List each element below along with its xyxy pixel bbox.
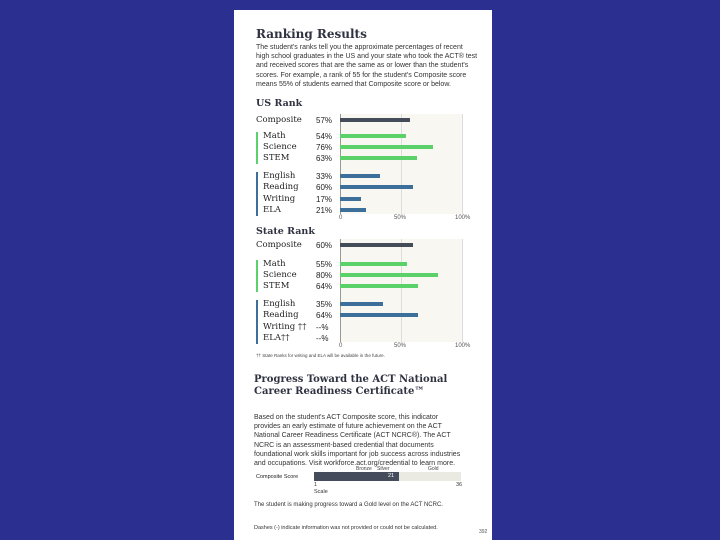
subject-label: STEM bbox=[263, 153, 290, 163]
rank-bar bbox=[340, 302, 383, 306]
score-fill-bar bbox=[314, 472, 399, 481]
subject-label: STEM bbox=[263, 281, 290, 291]
subject-label: Composite bbox=[256, 240, 302, 250]
rank-percent: 76% bbox=[316, 143, 333, 152]
ncrc-line: and occupations. Visit workforce.act.org/credential to learn more. bbox=[254, 460, 456, 468]
scale-max-label: 36 bbox=[456, 482, 463, 488]
rank-bar bbox=[340, 313, 418, 317]
subject-label: Writing †† bbox=[263, 322, 307, 332]
rank-percent: --% bbox=[316, 334, 329, 343]
rank-section-title: US Rank bbox=[256, 98, 303, 109]
ncrc-title-line: Career Readiness Certificate™ bbox=[254, 386, 425, 397]
rank-percent: 17% bbox=[316, 195, 333, 204]
rank-bar bbox=[340, 174, 380, 178]
subject-label: Science bbox=[263, 142, 297, 152]
rank-percent: 64% bbox=[316, 311, 333, 320]
rank-percent: 21% bbox=[316, 206, 333, 215]
axis-tick-label: 100% bbox=[455, 215, 471, 221]
axis-tick-label: 0 bbox=[339, 215, 343, 221]
state-rank-footnote: †† State Ranks for writing and ELA will be available in the future. bbox=[256, 353, 385, 358]
scale-min-label: 1 bbox=[314, 482, 318, 488]
rank-row bbox=[256, 194, 484, 205]
intro-line: and received scores that are the same as or lower than the student's bbox=[256, 62, 469, 70]
rank-bar bbox=[340, 208, 366, 212]
rank-percent: 54% bbox=[316, 132, 333, 141]
rank-percent: 60% bbox=[316, 241, 333, 250]
axis-tick-label: 100% bbox=[455, 343, 471, 349]
rank-bar bbox=[340, 156, 417, 160]
rank-percent: --% bbox=[316, 323, 329, 332]
ncrc-description bbox=[254, 413, 486, 468]
ncrc-title bbox=[254, 374, 447, 398]
rank-bar bbox=[340, 284, 418, 288]
composite-score-value: 21 bbox=[388, 473, 395, 479]
subject-label: English bbox=[263, 171, 296, 181]
rank-percent: 60% bbox=[316, 183, 333, 192]
ncrc-line: National Career Readiness Certificate (ACT NCRC®). The ACT bbox=[254, 432, 451, 440]
level-gold-label: Gold bbox=[428, 466, 439, 472]
composite-score-label: Composite Score bbox=[256, 474, 299, 480]
subject-label: ELA bbox=[263, 205, 281, 215]
axis-tick-label: 50% bbox=[394, 343, 407, 349]
intro-line: high school graduates in the US and your state who took the ACT® test bbox=[256, 53, 478, 61]
rank-percent: 55% bbox=[316, 260, 333, 269]
score-report-page bbox=[234, 10, 492, 540]
rank-bar bbox=[340, 197, 361, 201]
scale-label: Scale bbox=[314, 489, 328, 495]
subject-label: Math bbox=[263, 131, 286, 141]
rank-row bbox=[256, 205, 484, 216]
level-silver-label: Silver bbox=[377, 466, 390, 472]
intro-line: The student's ranks tell you the approximate percentages of recent bbox=[256, 44, 463, 51]
rank-bar bbox=[340, 243, 413, 247]
rank-percent: 64% bbox=[316, 282, 333, 291]
dashes-note: Dashes (-) indicate information was not provided or could not be calculated. bbox=[254, 525, 438, 531]
subject-label: English bbox=[263, 299, 296, 309]
rank-percent: 57% bbox=[316, 116, 333, 125]
ncrc-line: provides an early estimate of future achievement on the ACT bbox=[254, 423, 442, 431]
ncrc-progress-text: The student is making progress toward a Gold level on the ACT NCRC. bbox=[254, 502, 443, 508]
rank-percent: 33% bbox=[316, 172, 333, 181]
axis-tick-label: 0 bbox=[339, 343, 343, 349]
intro-text bbox=[256, 43, 484, 89]
intro-line: scores. For example, a rank of 55 for the student's Composite score bbox=[256, 71, 467, 79]
subject-label: ELA†† bbox=[263, 333, 290, 343]
rank-section-title: State Rank bbox=[256, 226, 315, 237]
subject-label: Math bbox=[263, 259, 286, 269]
subject-label: Reading bbox=[263, 182, 299, 192]
subject-label: Reading bbox=[263, 310, 299, 320]
ncrc-line: foundational work skills important for job success across industries bbox=[254, 450, 461, 458]
rank-bar bbox=[340, 118, 410, 122]
rank-bar bbox=[340, 145, 433, 149]
rank-bar bbox=[340, 185, 413, 189]
rank-percent: 63% bbox=[316, 154, 333, 163]
subject-label: Composite bbox=[256, 115, 302, 125]
rank-bar bbox=[340, 262, 407, 266]
rank-percent: 80% bbox=[316, 271, 333, 280]
ncrc-line: NCRC is an assessment-based credential that documents bbox=[254, 441, 434, 449]
level-bronze-label: Bronze bbox=[356, 466, 372, 472]
rank-row bbox=[256, 322, 484, 333]
axis-tick-label: 50% bbox=[394, 215, 407, 221]
rank-bar bbox=[340, 273, 438, 277]
subject-label: Science bbox=[263, 270, 297, 280]
page-title: Ranking Results bbox=[256, 27, 367, 41]
page-number: 392 bbox=[479, 529, 488, 535]
rank-row bbox=[256, 333, 484, 344]
ncrc-line: Based on the student's ACT Composite score, this indicator bbox=[254, 414, 439, 421]
intro-line: means 55% of students earned that Composite score or below. bbox=[256, 80, 451, 88]
ncrc-title-line: Progress Toward the ACT National bbox=[254, 374, 448, 385]
rank-bar bbox=[340, 134, 406, 138]
subject-label: Writing bbox=[263, 194, 296, 204]
rank-percent: 35% bbox=[316, 300, 333, 309]
